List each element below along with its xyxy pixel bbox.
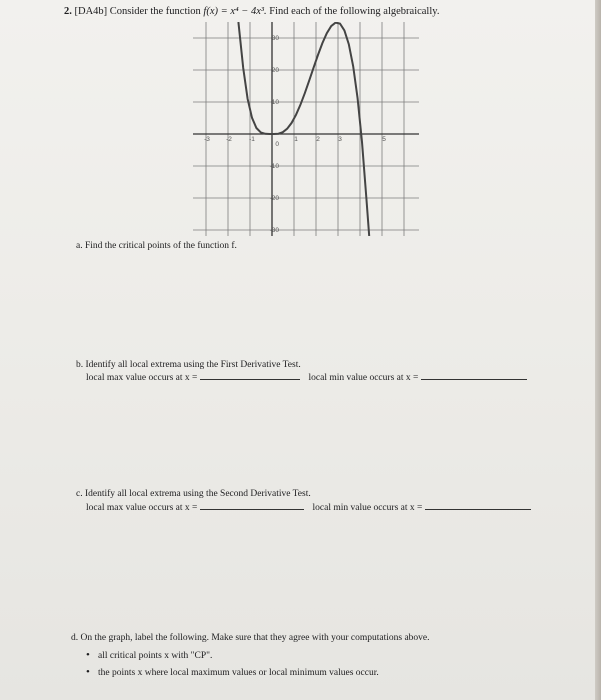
question-b — [76, 360, 301, 370]
y-tick-neg10: -10 — [269, 163, 279, 170]
question-a-label: a. — [76, 241, 83, 251]
c-local-max-label: local max value occurs at x = — [86, 503, 198, 513]
y-tick-neg20: -20 — [269, 195, 279, 202]
header-text-before: Consider the function — [109, 6, 201, 17]
y-tick-30: 30 — [271, 35, 279, 42]
x-tick-neg2: -2 — [226, 136, 232, 143]
y-tick-20: 20 — [271, 67, 279, 74]
x-tick-labels — [204, 136, 386, 143]
question-c-answers — [86, 500, 531, 513]
question-a — [76, 241, 237, 251]
bullet-item: • all critical points x with "CP". — [86, 649, 379, 661]
question-b-label: b. — [76, 360, 84, 370]
c-local-min-blank[interactable] — [425, 500, 531, 510]
question-d-label: d. — [71, 633, 79, 643]
x-tick-neg3: -3 — [204, 136, 210, 143]
function-definition: f(x) = x⁴ − 4x³. — [203, 6, 267, 17]
graph-grid — [193, 22, 419, 236]
b-local-min-label: local min value occurs at x = — [308, 373, 419, 383]
question-a-text: Find the critical points of the function f. — [84, 241, 237, 251]
problem-number: 2. — [64, 6, 72, 17]
x-tick-neg1: -1 — [249, 136, 255, 143]
c-local-max-blank[interactable] — [200, 500, 304, 510]
header-text-after: Find each of the following algebraically. — [269, 6, 440, 17]
graph-axes — [193, 22, 419, 236]
bullet-item: • the points x where local maximum values or local minimum values occur. — [86, 666, 379, 678]
x-tick-5: 5 — [382, 136, 386, 143]
b-local-max-blank[interactable] — [200, 370, 300, 380]
x-tick-1: 1 — [294, 136, 298, 143]
question-d — [71, 633, 430, 643]
question-c — [76, 489, 311, 499]
function-graph — [193, 22, 419, 236]
y-tick-10: 10 — [271, 99, 279, 106]
c-local-min-label: local min value occurs at x = — [312, 503, 423, 513]
question-c-text: Identify all local extrema using the Second Derivative Test. — [84, 489, 311, 499]
b-local-min-blank[interactable] — [421, 370, 527, 380]
question-b-text: Identify all local extrema using the First Derivative Test. — [85, 360, 301, 370]
y-tick-neg30: -30 — [269, 227, 279, 234]
question-b-answers — [86, 370, 527, 383]
question-d-bullets — [86, 649, 379, 683]
page-edge — [595, 0, 601, 700]
x-tick-3: 3 — [338, 136, 342, 143]
b-local-max-label: local max value occurs at x = — [86, 373, 198, 383]
y-tick-0: 0 — [275, 141, 279, 148]
function-curve — [238, 22, 369, 236]
question-d-text: On the graph, label the following. Make sure that they agree with your computations above. — [80, 633, 430, 643]
x-tick-2: 2 — [316, 136, 320, 143]
problem-header — [64, 6, 439, 17]
question-c-label: c. — [76, 489, 83, 499]
problem-code: [DA4b] — [74, 6, 108, 17]
